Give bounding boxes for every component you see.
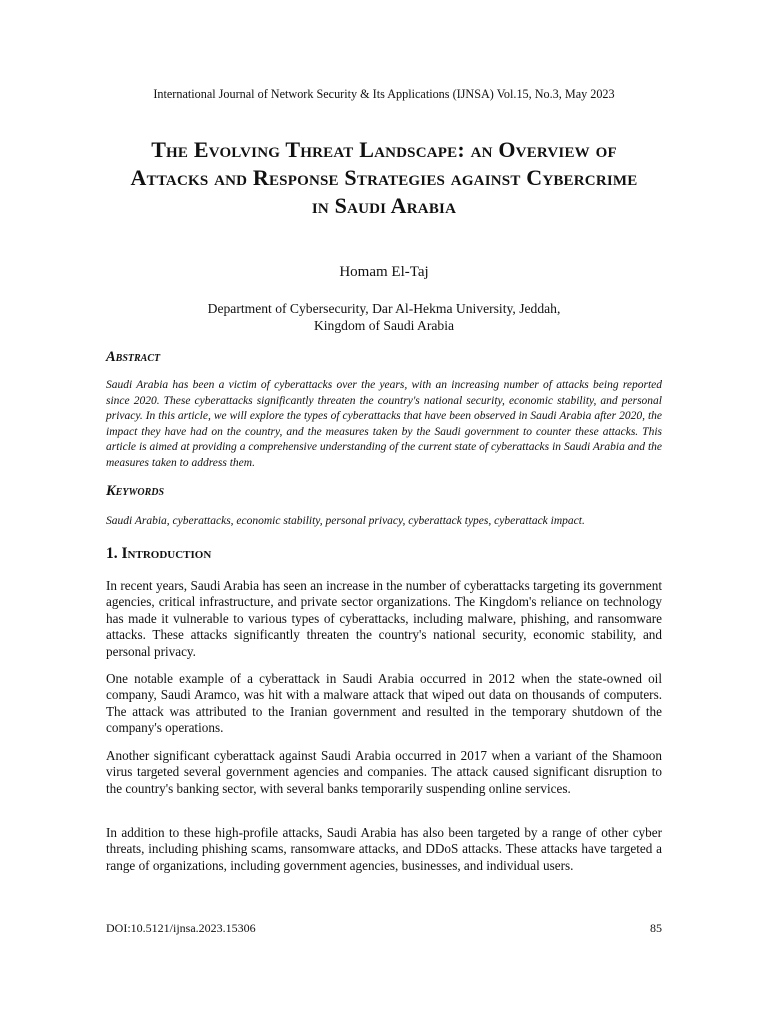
doi-footer: DOI:10.5121/ijnsa.2023.15306 — [106, 921, 256, 935]
intro-paragraph-2: One notable example of a cyberattack in Saudi Arabia occurred in 2012 when the state-owned oil company, Saudi Aramco, was hit with a malware attack that wiped out data on thousands of computers. The attack was attributed to the Iranian government and resulted in the temporary shutdown of the company's operations. — [106, 671, 662, 736]
affiliation-line-2: Kingdom of Saudi Arabia — [313, 318, 455, 333]
affiliation-line-1: Department of Cybersecurity, Dar Al-Hekma University, Jeddah, — [207, 301, 561, 316]
page-number: 85 — [650, 921, 662, 935]
keywords-heading: Keywords — [106, 483, 165, 499]
author-name: Homam El-Taj — [339, 264, 429, 280]
intro-paragraph-4: In addition to these high-profile attacks, Saudi Arabia has also been targeted by a range of other cyber threats, including phishing scams, ransomware attacks, and DDoS attacks. These attacks have targeted a range of organizations, including government agencies, businesses, and individual users. — [106, 825, 662, 873]
paper-title: The Evolving Threat Landscape: an Overview of Attacks and Response Strategies against Cybercrime in Saudi Arabia — [130, 137, 638, 218]
abstract-heading: Abstract — [106, 349, 161, 365]
journal-header: International Journal of Network Security & Its Applications (IJNSA) Vol.15, No.3, May 2023 — [153, 87, 615, 101]
intro-paragraph-3: Another significant cyberattack against Saudi Arabia occurred in 2017 when a variant of the Shamoon virus targeted several government agencies and companies. The attack caused significant disruption to the country's banking sector, with several banks temporarily suspending online services. — [106, 748, 662, 796]
author-affiliation — [140, 300, 628, 334]
introduction-heading: 1. Introduction — [106, 545, 212, 562]
keywords-text: Saudi Arabia, cyberattacks, economic stability, personal privacy, cyberattack types, cyberattack impact. — [106, 515, 585, 527]
intro-paragraph-1: In recent years, Saudi Arabia has seen an increase in the number of cyberattacks targeting its government agencies, critical infrastructure, and private sector organizations. The Kingdom's reliance on technology has made it vulnerable to various types of cyberattacks, including malware, phishing, and ransomware attacks. These attacks significantly threaten the country's national security, economic stability, and personal privacy. — [106, 578, 662, 659]
abstract-text: Saudi Arabia has been a victim of cyberattacks over the years, with an increasing number of attacks being reported since 2020. These cyberattacks significantly threaten the country's national security, economic stability, and personal privacy. In this article, we will explore the types of cyberattacks that have been observed in Saudi Arabia after 2020, the impact they have had on the country, and the measures taken by the Saudi government to counter these attacks. This article is aimed at providing a comprehensive understanding of the current state of cyberattacks in Saudi Arabia and the measures taken to address them. — [106, 379, 662, 469]
